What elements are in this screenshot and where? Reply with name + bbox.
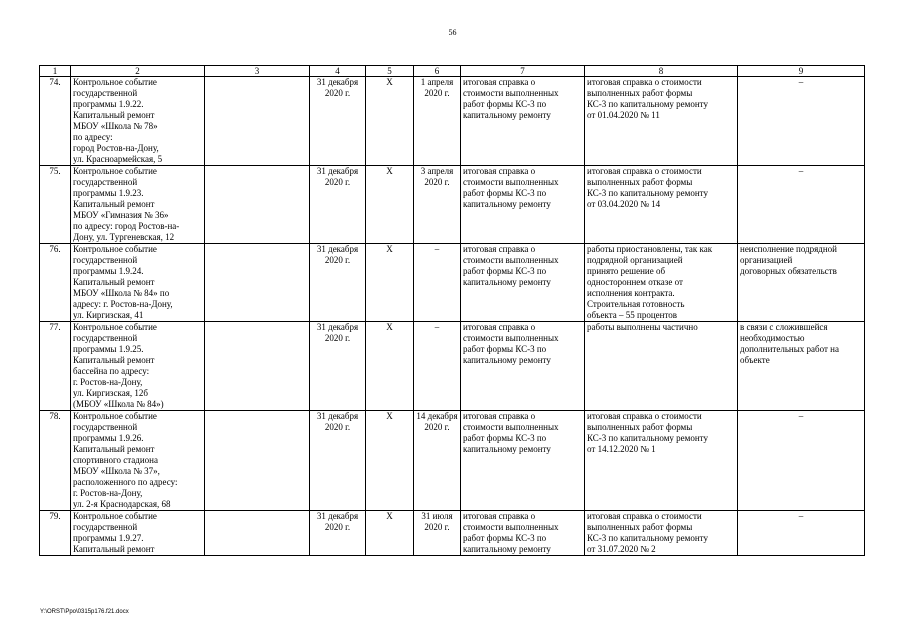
- actual-date-cell: [414, 244, 461, 322]
- table-body: [40, 66, 865, 556]
- column-number: 8: [585, 66, 738, 77]
- cell-line: Капитальный ремонт: [73, 444, 155, 454]
- column-number: 9: [738, 66, 865, 77]
- cell-line: работ формы КС-3 по: [463, 533, 547, 543]
- column-9-cell: [738, 244, 865, 322]
- column-7-cell: [461, 411, 585, 511]
- cell-line: капитальному ремонту: [463, 110, 551, 120]
- cell-line: программы 1.9.26.: [73, 433, 144, 443]
- cell-line: от 31.07.2020 № 2: [587, 544, 656, 554]
- cell-line: Капитальный ремонт: [73, 199, 155, 209]
- cell-line: 31 декабря: [316, 322, 359, 332]
- cell-line: Капитальный ремонт: [73, 110, 155, 120]
- column-number: 4: [310, 66, 366, 77]
- cell-line: программы 1.9.27.: [73, 533, 144, 543]
- cell-line: Капитальный ремонт: [73, 544, 155, 554]
- cell-line: 2020 г.: [424, 177, 450, 187]
- cell-line: город Ростов-на-Дону,: [73, 143, 159, 153]
- cell-line: программы 1.9.24.: [73, 266, 144, 276]
- cell-line: принято решение об: [587, 266, 666, 276]
- cell-line: –: [798, 166, 804, 176]
- actual-date-cell: [414, 411, 461, 511]
- cell-line: 31 декабря: [316, 511, 359, 521]
- cell-line: программы 1.9.22.: [73, 99, 144, 109]
- cell-line: капитальному ремонту: [463, 199, 551, 209]
- column-7-cell: [461, 511, 585, 556]
- column-5-cell: X: [366, 511, 414, 556]
- cell-line: 2020 г.: [424, 88, 450, 98]
- cell-line: КС-3 по капитальному ремонту: [587, 99, 708, 109]
- cell-line: итоговая справка о: [463, 322, 536, 332]
- cell-line: 14 декабря: [416, 411, 458, 421]
- column-number: 1: [40, 66, 71, 77]
- page-number: 56: [448, 28, 457, 37]
- cell-line: работ формы КС-3 по: [463, 99, 547, 109]
- cell-line: капитальному ремонту: [463, 444, 551, 454]
- cell-line: (МБОУ «Школа № 84»): [73, 399, 164, 409]
- cell-line: КС-3 по капитальному ремонту: [587, 433, 708, 443]
- cell-line: в связи с сложившейся: [740, 322, 828, 332]
- cell-line: по адресу: город Ростов-на-: [73, 221, 180, 231]
- cell-line: выполненных работ формы: [587, 422, 693, 432]
- cell-line: Контрольное событие: [73, 166, 157, 176]
- column-3-cell: [205, 166, 310, 244]
- cell-line: 2020 г.: [324, 255, 351, 265]
- column-number: 6: [414, 66, 461, 77]
- cell-line: 2020 г.: [324, 333, 351, 343]
- column-7-cell: [461, 77, 585, 166]
- cell-line: Капитальный ремонт: [73, 355, 155, 365]
- cell-line: –: [798, 511, 804, 521]
- cell-line: КС-3 по капитальному ремонту: [587, 188, 708, 198]
- cell-line: дополнительных работ на: [740, 344, 839, 354]
- cell-line: бассейна по адресу:: [73, 366, 150, 376]
- cell-line: расположенного по адресу:: [73, 477, 178, 487]
- column-9-cell: [738, 166, 865, 244]
- cell-line: –: [434, 244, 440, 254]
- cell-line: ул. 2-я Краснодарская, 68: [73, 499, 171, 509]
- cell-line: КС-3 по капитальному ремонту: [587, 533, 708, 543]
- cell-line: –: [798, 411, 804, 421]
- cell-line: работ формы КС-3 по: [463, 188, 547, 198]
- cell-line: ул. Киргизская, 12б: [73, 388, 148, 398]
- planned-date-cell: [310, 166, 366, 244]
- planned-date-cell: [310, 77, 366, 166]
- row-number-cell: 75.: [40, 166, 71, 244]
- cell-line: необходимостью: [740, 333, 805, 343]
- cell-line: от 14.12.2020 № 1: [587, 444, 656, 454]
- table-row: [40, 322, 865, 411]
- event-cell: [71, 411, 205, 511]
- cell-line: по адресу:: [73, 132, 113, 142]
- cell-line: итоговая справка о стоимости: [587, 411, 702, 421]
- column-9-cell: [738, 411, 865, 511]
- cell-line: 31 декабря: [316, 166, 359, 176]
- cell-line: 31 декабря: [316, 244, 359, 254]
- cell-line: 2020 г.: [424, 422, 450, 432]
- cell-line: выполненных работ формы: [587, 177, 693, 187]
- planned-date-cell: [310, 244, 366, 322]
- event-cell: [71, 244, 205, 322]
- cell-line: г. Ростов-на-Дону,: [73, 377, 143, 387]
- cell-line: итоговая справка о: [463, 77, 536, 87]
- cell-line: стоимости выполненных: [463, 255, 559, 265]
- cell-line: –: [798, 77, 804, 87]
- cell-line: государственной: [73, 333, 138, 343]
- cell-line: итоговая справка о стоимости: [587, 511, 702, 521]
- event-cell: [71, 77, 205, 166]
- row-number-cell: 79.: [40, 511, 71, 556]
- cell-line: Капитальный ремонт: [73, 277, 155, 287]
- column-number: 7: [461, 66, 585, 77]
- row-number-cell: 76.: [40, 244, 71, 322]
- cell-line: 2020 г.: [324, 177, 351, 187]
- cell-line: стоимости выполненных: [463, 88, 559, 98]
- cell-line: ул. Красноармейская, 5: [73, 154, 163, 164]
- cell-line: итоговая справка о: [463, 166, 536, 176]
- cell-line: итоговая справка о стоимости: [587, 166, 702, 176]
- column-5-cell: X: [366, 322, 414, 411]
- cell-line: 2020 г.: [324, 88, 351, 98]
- column-number-row: [40, 66, 865, 77]
- cell-line: стоимости выполненных: [463, 422, 559, 432]
- column-7-cell: [461, 166, 585, 244]
- column-8-cell: [585, 77, 738, 166]
- cell-line: исполнения контракта.: [587, 288, 675, 298]
- table-row: [40, 77, 865, 166]
- planned-date-cell: [310, 511, 366, 556]
- table-row: [40, 411, 865, 511]
- column-number: 2: [71, 66, 205, 77]
- cell-line: адресу: г. Ростов-на-Дону,: [73, 299, 173, 309]
- cell-line: государственной: [73, 522, 138, 532]
- column-9-cell: [738, 77, 865, 166]
- cell-line: 1 апреля: [420, 77, 454, 87]
- cell-line: подрядной организацией: [587, 255, 683, 265]
- cell-line: итоговая справка о: [463, 511, 536, 521]
- event-cell: [71, 322, 205, 411]
- cell-line: 2020 г.: [424, 522, 450, 532]
- cell-line: итоговая справка о: [463, 411, 536, 421]
- cell-line: итоговая справка о: [463, 244, 536, 254]
- cell-line: –: [434, 322, 440, 332]
- column-9-cell: [738, 322, 865, 411]
- cell-line: государственной: [73, 422, 138, 432]
- cell-line: от 03.04.2020 № 14: [587, 199, 661, 209]
- table-row: [40, 166, 865, 244]
- cell-line: 31 декабря: [316, 411, 359, 421]
- file-path-footer: Y:\ORST\Ppo\0315p176.f21.docx: [40, 609, 129, 615]
- row-number-cell: 77.: [40, 322, 71, 411]
- cell-line: государственной: [73, 255, 138, 265]
- cell-line: итоговая справка о стоимости: [587, 77, 702, 87]
- cell-line: стоимости выполненных: [463, 522, 559, 532]
- cell-line: работ формы КС-3 по: [463, 433, 547, 443]
- actual-date-cell: [414, 322, 461, 411]
- column-5-cell: X: [366, 166, 414, 244]
- table-row: [40, 511, 865, 556]
- cell-line: капитальному ремонту: [463, 355, 551, 365]
- cell-line: МБОУ «Школа № 37»,: [73, 466, 160, 476]
- column-5-cell: X: [366, 244, 414, 322]
- event-cell: [71, 166, 205, 244]
- planned-date-cell: [310, 322, 366, 411]
- column-3-cell: [205, 511, 310, 556]
- cell-line: 31 декабря: [316, 77, 359, 87]
- actual-date-cell: [414, 166, 461, 244]
- column-3-cell: [205, 322, 310, 411]
- cell-line: г. Ростов-на-Дону,: [73, 488, 143, 498]
- cell-line: 2020 г.: [324, 522, 351, 532]
- row-number-cell: 78.: [40, 411, 71, 511]
- column-8-cell: [585, 511, 738, 556]
- cell-line: государственной: [73, 177, 138, 187]
- cell-line: спортивного стадиона: [73, 455, 158, 465]
- column-9-cell: [738, 511, 865, 556]
- cell-line: программы 1.9.25.: [73, 344, 144, 354]
- column-number: 3: [205, 66, 310, 77]
- cell-line: выполненных работ формы: [587, 88, 693, 98]
- planned-date-cell: [310, 411, 366, 511]
- cell-line: Контрольное событие: [73, 77, 157, 87]
- cell-line: МБОУ «Гимназия № 36»: [73, 210, 169, 220]
- cell-line: договорных обязательств: [740, 266, 837, 276]
- cell-line: объекте: [740, 355, 770, 365]
- cell-line: 2020 г.: [324, 422, 351, 432]
- cell-line: 3 апреля: [420, 166, 454, 176]
- cell-line: Дону, ул. Тургеневская, 12: [73, 232, 175, 242]
- cell-line: неисполнение подрядной: [740, 244, 837, 254]
- cell-line: стоимости выполненных: [463, 333, 559, 343]
- column-5-cell: X: [366, 77, 414, 166]
- column-8-cell: [585, 244, 738, 322]
- cell-line: 31 июля: [421, 511, 453, 521]
- cell-line: ул. Киргизская, 41: [73, 310, 144, 320]
- row-number-cell: 74.: [40, 77, 71, 166]
- cell-line: МБОУ «Школа № 78»: [73, 121, 158, 131]
- cell-line: МБОУ «Школа № 84» по: [73, 288, 170, 298]
- cell-line: объекта – 55 процентов: [587, 310, 678, 320]
- cell-line: выполненных работ формы: [587, 522, 693, 532]
- event-cell: [71, 511, 205, 556]
- actual-date-cell: [414, 77, 461, 166]
- actual-date-cell: [414, 511, 461, 556]
- column-8-cell: [585, 322, 738, 411]
- cell-line: капитальному ремонту: [463, 277, 551, 287]
- cell-line: работы выполнены частично: [587, 322, 698, 332]
- column-5-cell: X: [366, 411, 414, 511]
- column-7-cell: [461, 244, 585, 322]
- cell-line: стоимости выполненных: [463, 177, 559, 187]
- cell-line: работ формы КС-3 по: [463, 266, 547, 276]
- cell-line: организацией: [740, 255, 793, 265]
- cell-line: работы приостановлены, так как: [587, 244, 713, 254]
- cell-line: Контрольное событие: [73, 244, 157, 254]
- cell-line: программы 1.9.23.: [73, 188, 144, 198]
- cell-line: от 01.04.2020 № 11: [587, 110, 660, 120]
- cell-line: Строительная готовность: [587, 299, 685, 309]
- cell-line: Контрольное событие: [73, 411, 157, 421]
- cell-line: одностороннем отказе от: [587, 277, 683, 287]
- column-8-cell: [585, 166, 738, 244]
- column-number: 5: [366, 66, 414, 77]
- column-3-cell: [205, 244, 310, 322]
- cell-line: Контрольное событие: [73, 511, 157, 521]
- cell-line: капитальному ремонту: [463, 544, 551, 554]
- column-8-cell: [585, 411, 738, 511]
- cell-line: работ формы КС-3 по: [463, 344, 547, 354]
- column-3-cell: [205, 411, 310, 511]
- cell-line: Контрольное событие: [73, 322, 157, 332]
- column-7-cell: [461, 322, 585, 411]
- column-3-cell: [205, 77, 310, 166]
- cell-line: государственной: [73, 88, 138, 98]
- report-table: [39, 65, 865, 556]
- table-row: [40, 244, 865, 322]
